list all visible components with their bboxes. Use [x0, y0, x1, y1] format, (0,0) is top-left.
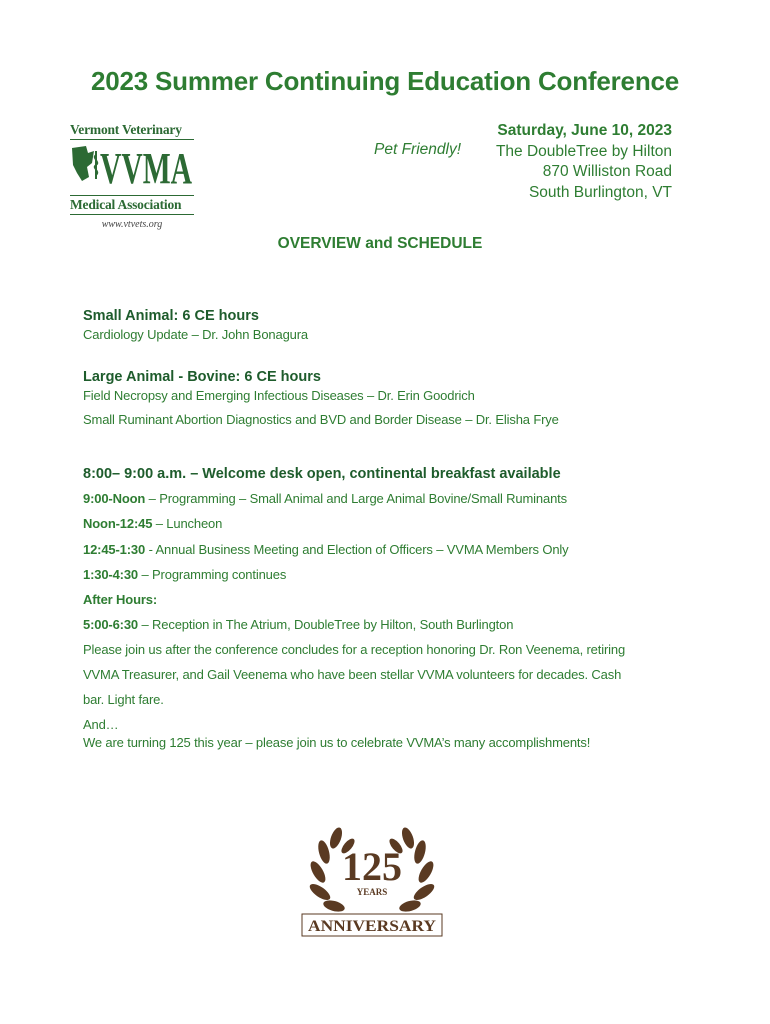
- schedule-time: 1:30-4:30: [83, 567, 139, 582]
- schedule-item: [83, 491, 625, 506]
- after-hours-label: After Hours:: [83, 592, 158, 607]
- overview-heading: OVERVIEW and SCHEDULE: [277, 235, 483, 252]
- schedule: [83, 466, 625, 750]
- event-city: South Burlington, VT: [528, 183, 672, 201]
- schedule-item: [83, 567, 625, 582]
- track-heading: Small Animal: 6 CE hours: [83, 308, 259, 324]
- closing-line: We are turning 125 this year – please join us to celebrate VVMA’s many accomplishments!: [83, 735, 591, 750]
- event-date: Saturday, June 10, 2023: [497, 122, 672, 139]
- schedule-text: – Programming – Small Animal and Large Animal Bovine/Small Ruminants: [145, 491, 567, 506]
- reception-item: [83, 617, 625, 632]
- schedule-time: 5:00-6:30: [83, 617, 139, 632]
- logo-line-3: Medical Association: [70, 195, 194, 215]
- anniversary-label: ANNIVERSARY: [308, 918, 437, 935]
- and-line: And…: [83, 717, 119, 732]
- event-street: 870 Williston Road: [542, 163, 672, 180]
- reception-paragraph-line: Please join us after the conference concludes for a reception honoring Dr. Ron Veenema, retiring: [83, 642, 626, 657]
- schedule-time: 9:00-Noon: [83, 491, 146, 506]
- schedule-text: – Reception in The Atrium, DoubleTree by Hilton, South Burlington: [138, 617, 514, 632]
- anniversary-number: 125: [342, 844, 402, 889]
- schedule-time: 12:45-1:30: [83, 542, 146, 557]
- schedule-text: - Annual Business Meeting and Election of Officers – VVMA Members Only: [145, 542, 569, 557]
- reception-paragraph-line: VVMA Treasurer, and Gail Veenema who have been stellar VVMA volunteers for decades. Cash: [83, 667, 622, 682]
- schedule-text: – Programming continues: [138, 567, 287, 582]
- logo-line-1: Vermont Veterinary: [70, 122, 194, 140]
- schedule-time: Noon-12:45: [83, 516, 153, 531]
- logo-mark-text: VVMA: [100, 144, 193, 193]
- anniversary-seal: [296, 818, 448, 948]
- schedule-text: – Luncheon: [152, 516, 223, 531]
- event-details: [496, 121, 672, 203]
- vvma-mark: [70, 143, 194, 193]
- small-animal-track: [83, 308, 308, 342]
- track-item: Cardiology Update – Dr. John Bonagura: [83, 327, 308, 342]
- pet-friendly-note: Pet Friendly!: [374, 141, 462, 158]
- page-title: 2023 Summer Continuing Education Conference: [90, 66, 680, 96]
- track-item: Field Necropsy and Emerging Infectious Diseases – Dr. Erin Goodrich: [83, 388, 475, 403]
- schedule-item: [83, 542, 625, 557]
- vermont-map-icon: [72, 146, 94, 181]
- vvma-logo: [70, 122, 194, 230]
- welcome-line: 8:00– 9:00 a.m. – Welcome desk open, continental breakfast available: [83, 466, 561, 482]
- event-venue: The DoubleTree by Hilton: [495, 142, 672, 160]
- track-heading: Large Animal - Bovine: 6 CE hours: [83, 369, 321, 385]
- logo-url: www.vtvets.org: [101, 219, 163, 230]
- track-item: Small Ruminant Abortion Diagnostics and BVD and Border Disease – Dr. Elisha Frye: [83, 412, 559, 427]
- schedule-item: [83, 516, 625, 531]
- reception-paragraph-line: bar. Light fare.: [83, 692, 164, 707]
- large-animal-track: [83, 369, 559, 427]
- anniversary-years: YEARS: [356, 887, 388, 897]
